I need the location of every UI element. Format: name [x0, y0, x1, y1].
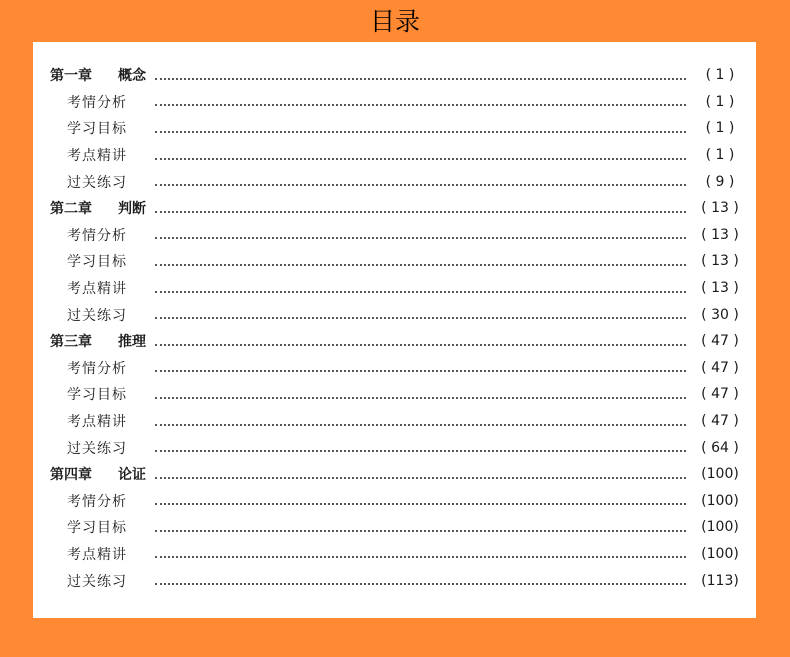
page-number: (113) — [701, 572, 739, 589]
section-title: 考情分析 — [67, 227, 127, 244]
dot-leader — [155, 263, 686, 266]
dot-leader — [155, 396, 686, 399]
section-title: 学习目标 — [67, 520, 127, 537]
page-number: ( 13 ) — [701, 253, 739, 270]
dot-leader — [155, 130, 686, 133]
chapter-title: 论证 — [118, 467, 146, 484]
page-number: ( 1 ) — [705, 67, 735, 84]
page-number: (100) — [701, 519, 739, 536]
section-title: 学习目标 — [67, 254, 127, 271]
toc-section-row[interactable] — [33, 381, 756, 408]
chapter-label — [33, 65, 151, 85]
page-number: ( 1 ) — [705, 120, 735, 137]
page-number: ( 13 ) — [701, 200, 739, 217]
toc-section-row[interactable] — [33, 408, 756, 435]
dot-leader — [155, 502, 686, 505]
toc-section-row[interactable] — [33, 89, 756, 116]
page-number: ( 47 ) — [701, 413, 739, 430]
toc-section-row[interactable] — [33, 168, 756, 195]
page-number: ( 47 ) — [701, 359, 739, 376]
dot-leader — [155, 77, 686, 80]
toc-section-row[interactable] — [33, 142, 756, 169]
chapter-number: 第三章 — [50, 334, 92, 351]
dot-leader — [155, 555, 686, 558]
page-number: ( 1 ) — [705, 147, 735, 164]
page-number: ( 13 ) — [701, 226, 739, 243]
toc-list — [33, 62, 756, 594]
section-title: 过关练习 — [67, 440, 127, 457]
dot-leader — [155, 423, 686, 426]
dot-leader — [155, 210, 686, 213]
toc-section-row[interactable] — [33, 248, 756, 275]
page-number: ( 13 ) — [701, 280, 739, 297]
toc-panel — [33, 42, 756, 618]
dot-leader — [155, 529, 686, 532]
dot-leader — [155, 236, 686, 239]
dot-leader — [155, 316, 686, 319]
toc-section-row[interactable] — [33, 514, 756, 541]
dot-leader — [155, 449, 686, 452]
section-title: 考点精讲 — [67, 414, 127, 431]
toc-section-row[interactable] — [33, 488, 756, 515]
dot-leader — [155, 582, 686, 585]
toc-section-row[interactable] — [33, 115, 756, 142]
page-number: ( 1 ) — [705, 93, 735, 110]
page-number: (100) — [701, 466, 739, 483]
page-title: 目录 — [369, 7, 420, 36]
section-title: 考情分析 — [67, 94, 127, 111]
dot-leader — [155, 343, 686, 346]
toc-section-row[interactable] — [33, 222, 756, 249]
page-number: ( 47 ) — [701, 386, 739, 403]
section-title: 考点精讲 — [67, 148, 127, 165]
chapter-number: 第二章 — [50, 201, 92, 218]
section-title: 考情分析 — [67, 493, 127, 510]
page-number: ( 30 ) — [701, 306, 739, 323]
chapter-label — [33, 198, 151, 218]
toc-chapter-row[interactable] — [33, 62, 756, 89]
chapter-title: 判断 — [118, 201, 146, 218]
chapter-title: 概念 — [118, 68, 146, 85]
section-title: 考点精讲 — [67, 546, 127, 563]
toc-section-row[interactable] — [33, 355, 756, 382]
toc-section-row[interactable] — [33, 434, 756, 461]
page-number: ( 47 ) — [701, 333, 739, 350]
toc-section-row[interactable] — [33, 275, 756, 302]
page-number: (100) — [701, 545, 739, 562]
chapter-label — [33, 464, 151, 484]
section-title: 考情分析 — [67, 360, 127, 377]
toc-section-row[interactable] — [33, 301, 756, 328]
dot-leader — [155, 157, 686, 160]
section-title: 过关练习 — [67, 573, 127, 590]
chapter-title: 推理 — [118, 334, 146, 351]
chapter-number: 第一章 — [50, 68, 92, 85]
dot-leader — [155, 369, 686, 372]
dot-leader — [155, 476, 686, 479]
section-title: 过关练习 — [67, 174, 127, 191]
toc-chapter-row[interactable] — [33, 328, 756, 355]
page-number: ( 9 ) — [705, 173, 735, 190]
section-title: 学习目标 — [67, 121, 127, 138]
toc-section-row[interactable] — [33, 541, 756, 568]
section-title: 学习目标 — [67, 387, 127, 404]
page-number: (100) — [701, 492, 739, 509]
dot-leader — [155, 103, 686, 106]
dot-leader — [155, 290, 686, 293]
toc-section-row[interactable] — [33, 567, 756, 594]
page-number: ( 64 ) — [701, 439, 739, 456]
dot-leader — [155, 183, 686, 186]
section-title: 考点精讲 — [67, 281, 127, 298]
chapter-number: 第四章 — [50, 467, 92, 484]
section-title: 过关练习 — [67, 307, 127, 324]
chapter-label — [33, 331, 151, 351]
toc-chapter-row[interactable] — [33, 461, 756, 488]
toc-chapter-row[interactable] — [33, 195, 756, 222]
